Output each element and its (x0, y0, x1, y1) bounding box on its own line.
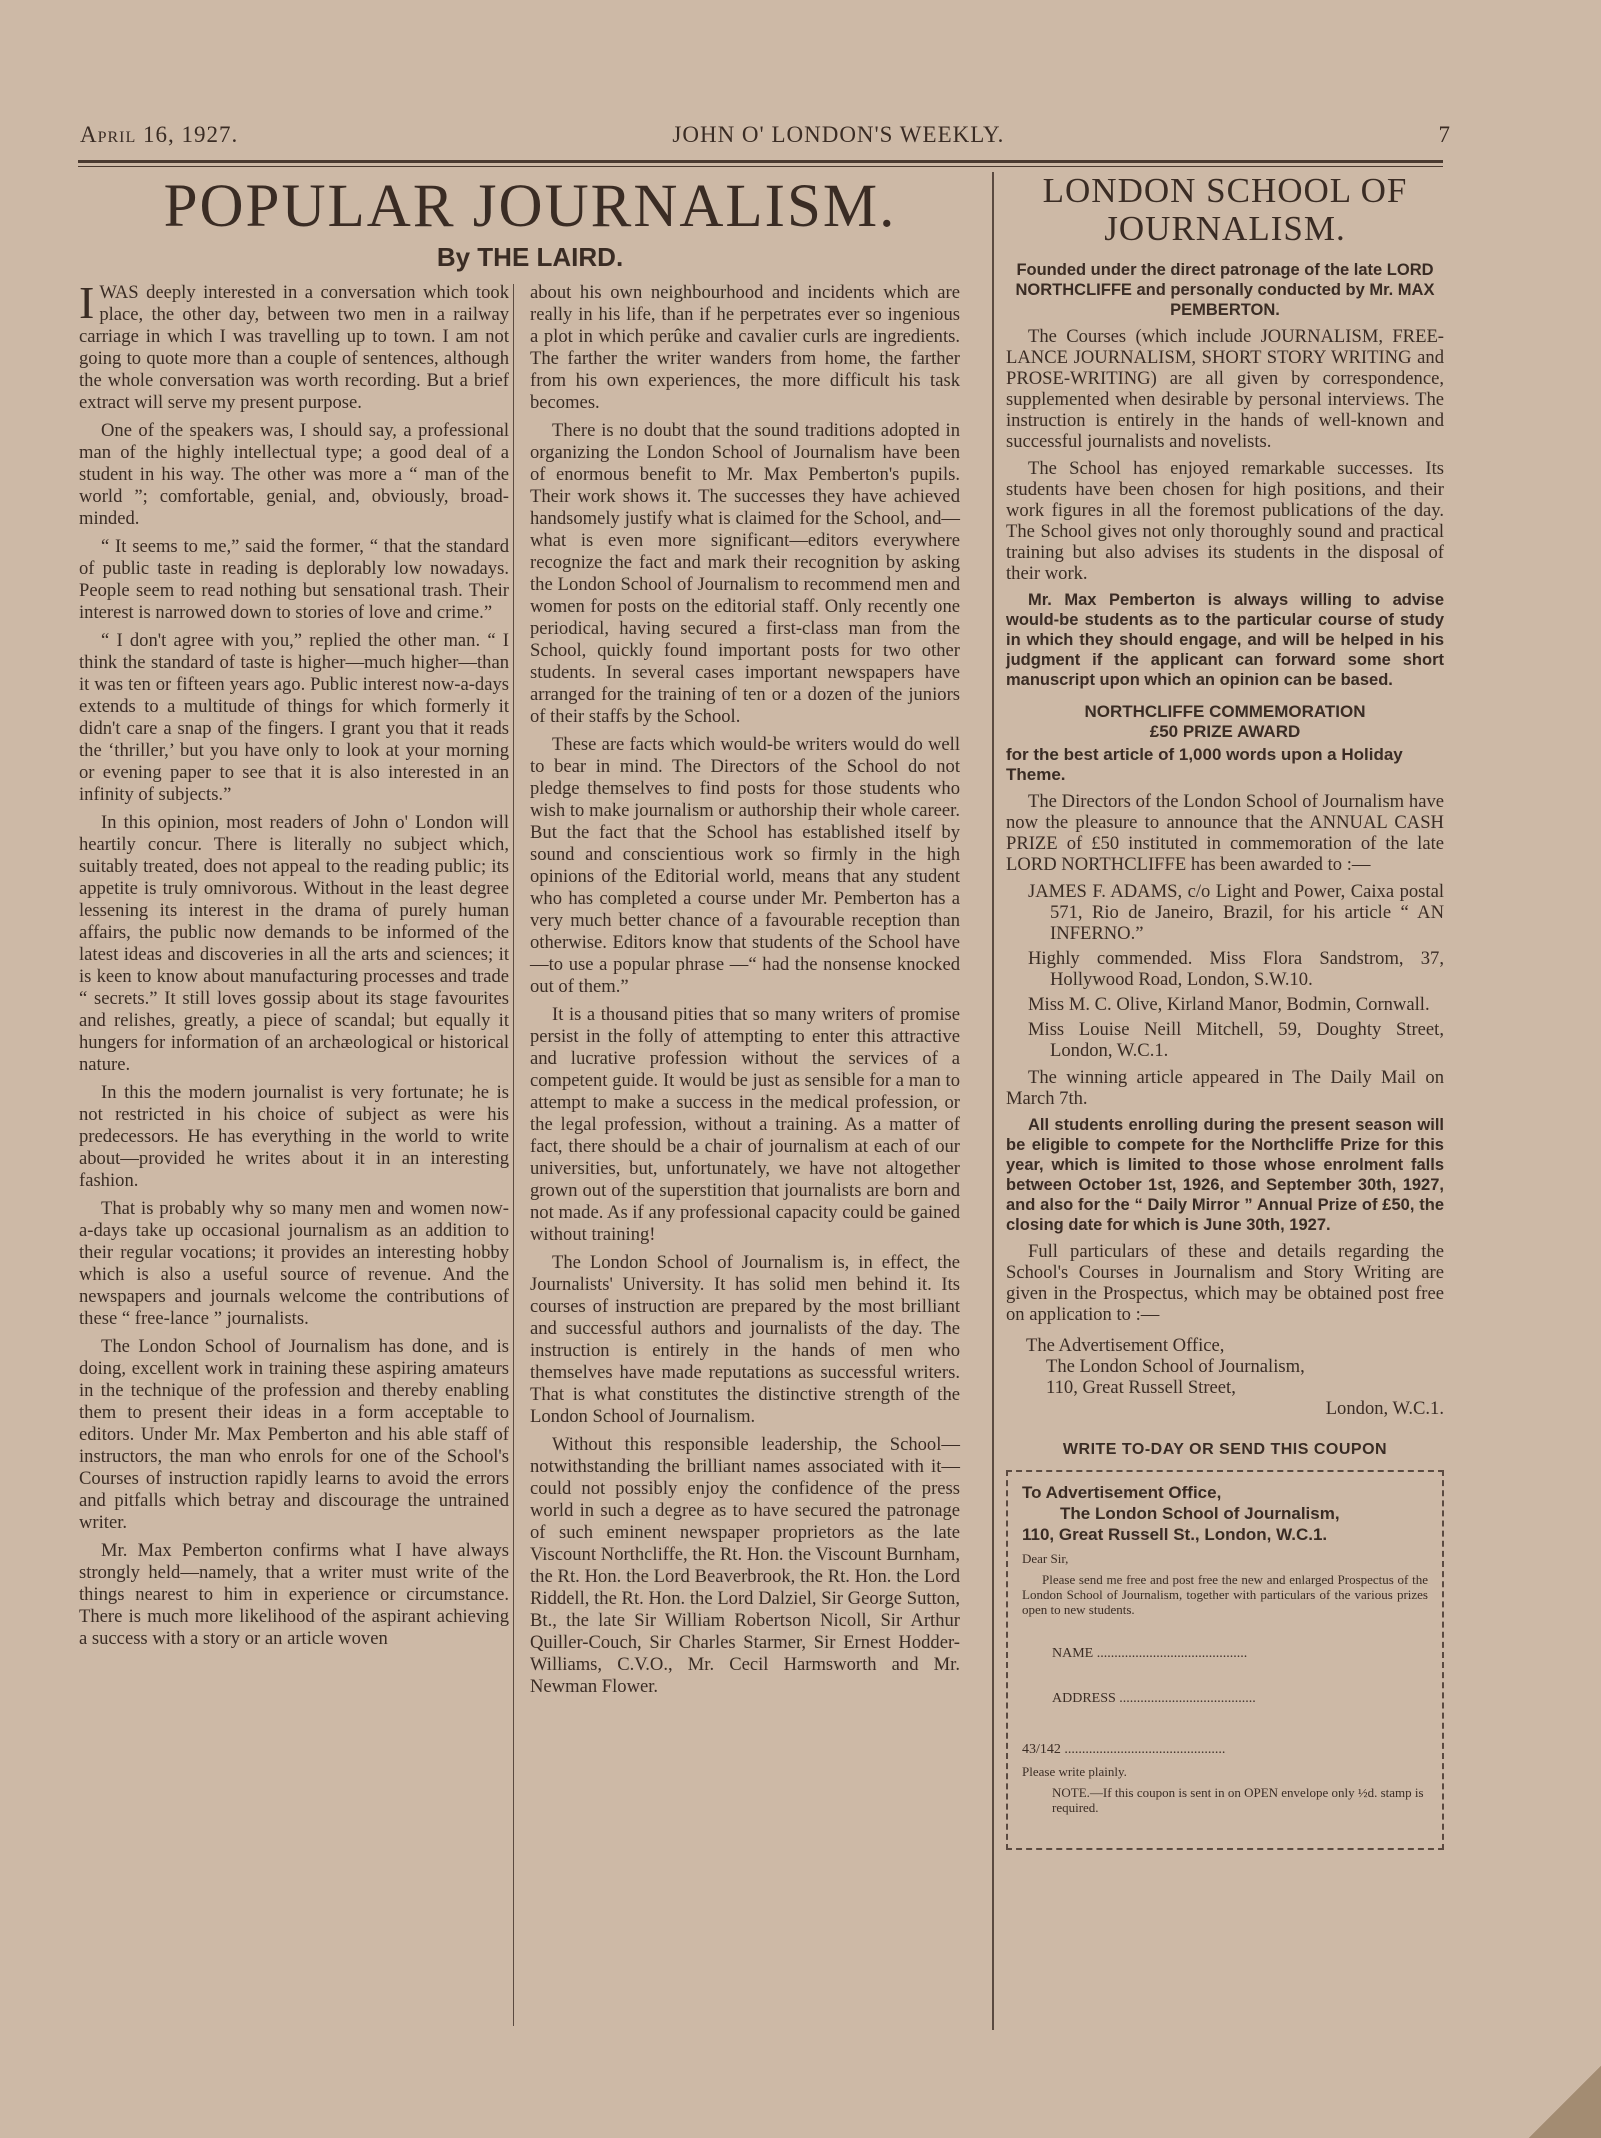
page-corner-fold (1521, 2058, 1601, 2138)
article-paragraph: Mr. Max Pemberton confirms what I have always strongly held—namely, that a writer must write of the things nearest to him in experience or circumstance. There is much more likelihood of the aspirant achieving a success with a story or an article woven (79, 1540, 509, 1649)
coupon-request: Please send me free and post free the new and enlarged Prospectus of the London School of Journalism, together with particulars of the various prizes open to new students. (1022, 1572, 1428, 1617)
advert-paragraph: The School has enjoyed remarkable successes. Its students have been chosen for high positions, and their work figures in all the foremost publications of the day. The School gives not only thoroughly sound and practical training but also advises its students in the disposal of their work. (1006, 458, 1444, 584)
header-rule-thin (78, 166, 1443, 167)
commended-entry: Miss M. C. Olive, Kirland Manor, Bodmin, Cornwall. (1028, 994, 1430, 1015)
article-paragraph: about his own neighbourhood and incidents which are really in his life, than if he perpetrates ever so ingenious a plot in which perûke and cavalier curls are ingredients. The farther the writer wanders from home, the farther from his own experiences, the more difficult his task becomes. (530, 282, 960, 413)
header-rule-thick (78, 160, 1443, 163)
article-paragraph: In this the modern journalist is very fortunate; he is not restricted in his choice of subject as were his predecessors. He has everything in the world to write about—provided he writes about it in an interesting fashion. (79, 1082, 509, 1191)
coupon-salutation: Dear Sir, (1022, 1551, 1069, 1566)
article-title: POPULAR JOURNALISM. (163, 173, 897, 240)
commended-entry: Miss Louise Neill Mitchell, 59, Doughty Street, London, W.C.1. (1028, 1019, 1444, 1061)
prize-heading: NORTHCLIFFE COMMEMORATION £50 PRIZE AWARD (1084, 702, 1366, 741)
page-number: 7 (1438, 122, 1451, 147)
office-address: The Advertisement Office, The London School of Journalism, 110, Great Russell Street, London, W.C.1. (1026, 1335, 1444, 1419)
article-paragraph: In this opinion, most readers of John o' London will heartily concur. There is literally no subject which, suitably treated, does not appeal to the reading public; its appetite is truly omnivorous. Without in the least degree lessening its interest in the drama of purely human affairs, the public now demands to be informed of the latest ideas and discoveries in all the arts and sciences; it is keen to know about manufacturing processes and trade “ secrets.” It still loves gossip about its stage favourites and relishes, greatly, a piece of scandal; but equally it hungers for information of an archæological or historical nature. (79, 812, 509, 1075)
coupon-reference: 43/142 .............................................. (1022, 1742, 1226, 1757)
winning-article-note: The winning article appeared in The Daily Mail on March 7th. (1006, 1067, 1444, 1109)
drop-cap: I (79, 277, 95, 328)
column-divider-advert (992, 172, 994, 2030)
coupon-recipient: To Advertisement Office, The London School of Journalism, 110, Great Russell St., London, W.C.1. (1022, 1483, 1340, 1544)
advert-title: LONDON SCHOOL OF JOURNALISM. (1042, 171, 1408, 248)
publication-name: JOHN O' LONDON'S WEEKLY. (672, 122, 1005, 147)
coupon-write-plainly: Please write plainly. (1022, 1764, 1127, 1779)
advertisement (1006, 172, 1444, 1850)
article-column-1 (79, 277, 509, 1656)
advert-founded: Founded under the direct patronage of the late LORD NORTHCLIFFE and personally conducted by Mr. MAX PEMBERTON. (1015, 261, 1435, 319)
article-column-2 (530, 282, 960, 1704)
advert-paragraph: The Courses (which include JOURNALISM, FREE-LANCE JOURNALISM, SHORT STORY WRITING and PROSE-WRITING) are all given by correspondence, supplemented when desirable by personal interviews. The instruction is entirely in the hands of well-known and successful journalists and novelists. (1006, 326, 1444, 452)
prize-winner: JAMES F. ADAMS, c/o Light and Power, Caixa postal 571, Rio de Janeiro, Brazil, for his article “ AN INFERNO.” (1028, 881, 1444, 944)
article-paragraph: There is no doubt that the sound traditions adopted in organizing the London School of Journalism have been of enormous benefit to Mr. Max Pemberton's pupils. Their work shows it. The successes they have achieved handsomely justify what is claimed for the School, and—what is even more significant—editors everywhere recognize the fact and mark their recognition by asking the London School of Journalism to recommend men and women for posts on the editorial staff. Only recently one periodical, having secured a first-class man from the School, quickly found important posts for two other students. In several cases important newspapers have arranged for the training of ten or a dozen of the juniors of their staffs by the School. (530, 420, 960, 727)
coupon-note: NOTE.—If this coupon is sent in on OPEN envelope only ½d. stamp is required. (1052, 1785, 1424, 1815)
article-paragraph: “ I don't agree with you,” replied the other man. “ I think the standard of taste is higher—much higher—than it was ten or fifteen years ago. Public interest now-a-days extends to a multitude of things for which formerly it didn't care a snap of the fingers. I grant you that it reads the ‘thriller,’ but you have only to look at your morning or evening paper to see that it is also interested in an infinity of subjects.” (79, 630, 509, 805)
advert-paragraph-bold: Mr. Max Pemberton is always willing to advise would-be students as to the particular course of study in which they should engage, and will be helped in his judgment if the applicant can forward some short manuscript upon which an opinion can be based. (1006, 591, 1444, 689)
article-byline: By THE LAIRD. (436, 242, 624, 272)
article-paragraph: The London School of Journalism is, in effect, the Journalists' University. It has solid men behind it. Its courses of instruction are prepared by the most brilliant and successful authors and journalists of the day. The instruction is entirely in the hands of men who themselves have made reputations as successful writers. That is what constitutes the distinctive strength of the London School of Journalism. (530, 1252, 960, 1427)
coupon-name-field[interactable]: NAME ........................................... (1052, 1646, 1248, 1661)
coupon-address-field[interactable]: ADDRESS ....................................... (1052, 1691, 1256, 1706)
article-paragraph: It is a thousand pities that so many writers of promise persist in the folly of attempting to enter this attractive and lucrative profession without the services of a competent guide. It would be just as sensible for a man to attempt to make a success in the medical profession, or the legal profession, without a training. As a matter of fact, there should be a chair of journalism at each of our universities, but, unfortunately, we have not altogether grown out of the superstition that journalists are born and not made. As if any professional capacity could be gained without training! (530, 1004, 960, 1245)
article-paragraph: Without this responsible leadership, the School—notwithstanding the brilliant names associated with it—could not possibly enjoy the confidence of the press world in such a degree as to have secured the patronage of such eminent newspaper proprietors as the late Viscount Northcliffe, the Rt. Hon. the Viscount Burnham, the Rt. Hon. the Lord Beaverbrook, the Rt. Hon. the Lord Riddell, the Rt. Hon. the Lord Dalziel, Sir George Sutton, Bt., the late Sir William Robertson Nicoll, Sir Arthur Quiller-Couch, Sir Charles Starmer, Sir Ernest Hodder-Williams, C.V.O., Mr. Cecil Harmsworth and Mr. Newman Flower. (530, 1434, 960, 1697)
commended-entry: Highly commended. Miss Flora Sandstrom, 37, Hollywood Road, London, S.W.10. (1028, 948, 1444, 990)
article-paragraph: These are facts which would-be writers would do well to bear in mind. The Directors of the School do not pledge themselves to find posts for those students who wish to make journalism or authorship their whole career. But the fact that the School has established itself by sound and conscientious work so firmly in the high opinions of the Editorial world, means that any student who has completed a course under Mr. Pemberton has a very much better chance of a favourable reception than otherwise. Editors know that students of the School have—to use a popular phrase —“ had the nonsense knocked out of them.” (530, 734, 960, 997)
article-paragraph: The London School of Journalism has done, and is doing, excellent work in training these aspiring amateurs in the technique of the profession and thereby enabling them to present their ideas in a form acceptable to editors. Under Mr. Max Pemberton and his able staff of instructors, the man who enrols for one of the School's Courses of instruction rapidly learns to avoid the errors and pitfalls which betray and discourage the untrained writer. (79, 1336, 509, 1533)
running-head (80, 118, 1451, 152)
issue-date: April 16, 1927. (80, 122, 239, 147)
coupon-call-to-action: WRITE TO-DAY OR SEND THIS COUPON (1062, 1441, 1388, 1458)
article-paragraph: IWAS deeply interested in a conversation which took place, the other day, between two men in a railway carriage in which I was travelling up to town. I am not going to quote more than a couple of sentences, although the whole conversation was worth recording. But a brief extract will serve my present purpose. (79, 277, 509, 413)
coupon[interactable] (1006, 1470, 1444, 1850)
article-paragraph: That is probably why so many men and women now-a-days take up occasional journalism as an addition to their regular vocations; it provides an interesting hobby which is also a useful source of revenue. And the newspapers and journals welcome the contributions of these “ free-lance ” journalists. (79, 1198, 509, 1329)
article-paragraph: “ It seems to me,” said the former, “ that the standard of public taste in reading is deplorably low nowadays. People seem to read nothing but sensational trash. Their interest is narrowed down to stories of love and crime.” (79, 536, 509, 623)
particulars-paragraph: Full particulars of these and details regarding the School's Courses in Journalism and Story Writing are given in the Prospectus, which may be obtained post free on application to :— (1006, 1241, 1444, 1325)
prize-paragraph: The Directors of the London School of Journalism have now the pleasure to announce that the ANNUAL CASH PRIZE of £50 instituted in commemoration of the late LORD NORTHCLIFFE has been awarded to :— (1006, 791, 1444, 875)
eligibility-notice: All students enrolling during the present season will be eligible to compete for the Northcliffe Prize for this year, which is limited to those whose enrolment falls between October 1st, 1926, and September 30th, 1927, and also for the “ Daily Mirror ” Annual Prize of £50, the closing date for which is June 30th, 1927. (1006, 1116, 1444, 1234)
prize-subheading: for the best article of 1,000 words upon a Holiday Theme. (1006, 745, 1403, 784)
column-divider (513, 284, 514, 2026)
article-paragraph: One of the speakers was, I should say, a professional man of the highly intellectual type; a good deal of a student in his way. The other was more a “ man of the world ”; comfortable, genial, and, obviously, broad-minded. (79, 420, 509, 529)
